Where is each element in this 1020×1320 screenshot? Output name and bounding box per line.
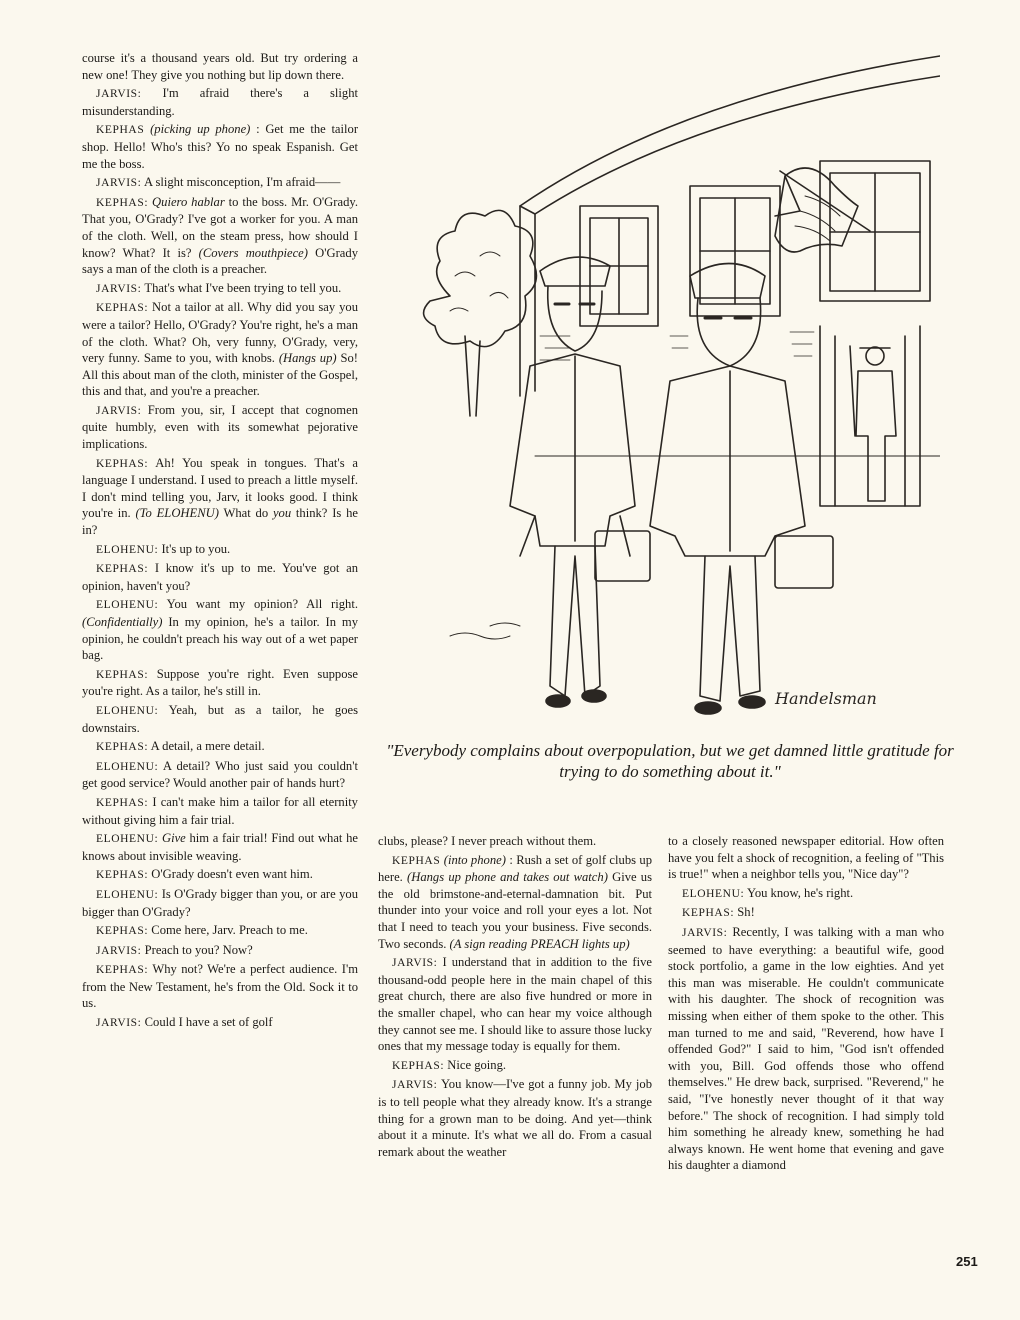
- dialogue-paragraph: [668, 885, 944, 903]
- dialogue-text: I know it's up to me. You've got an opinion, haven't you?: [82, 561, 358, 593]
- dialogue-text: That's what I've been trying to tell you.: [144, 280, 342, 295]
- cartoon-illustration: [380, 36, 940, 736]
- speaker-name: KEPHAS:: [96, 869, 149, 882]
- dialogue-text: A detail? Who just said you couldn't get good service? Would another pair of hands hurt?: [82, 758, 358, 791]
- dialogue-paragraph: [82, 666, 358, 700]
- dialogue-text: Come here, Jarv. Preach to me.: [151, 923, 308, 938]
- dialogue-text: Ah! You speak in tongues. That's a language I understand. I used to preach a little myself. I don't mind telling you, Jarv, it looks good. I think you're in.: [82, 455, 358, 521]
- stage-direction: (Hangs up phone and takes out watch): [407, 870, 608, 885]
- dialogue-text: I understand that in addition to the five thousand-odd people here in the main chapel of this great church, there are also five hundred or more in the smaller chapel, who can hear my voice although they cannot see me. I should like to assure those lucky ones that my message today is equally for them.: [378, 955, 652, 1054]
- dialogue-text: to a closely reasoned newspaper editorial. How often have you felt a shock of recognition, a feeling of "This is true!" when a neighbor tells you, "Nice day"?: [668, 834, 944, 882]
- dialogue-paragraph: [82, 50, 358, 83]
- dialogue-text: Give us the old brimstone-and-eternal-damnation bit. Put thunder into your voice and roll your eyes a lot. Not that I need to teach you your business. Five seconds. Two seconds.: [378, 870, 652, 951]
- stage-direction: (A sign reading PREACH lights up): [449, 936, 630, 951]
- stage-direction: you: [272, 506, 292, 521]
- dialogue-text: Why not? We're a perfect audience. I'm from the New Testament, he's from the Old. Sock it to us.: [82, 962, 359, 1011]
- dialogue-paragraph: [82, 85, 358, 119]
- dialogue-paragraph: [82, 402, 358, 453]
- guard-drawing: [850, 346, 896, 501]
- speaker-name: JARVIS:: [682, 926, 728, 939]
- dialogue-text: clubs, please? I never preach without them.: [378, 834, 597, 848]
- speaker-name: ELOHENU:: [96, 543, 159, 556]
- speaker-name: KEPHAS:: [96, 741, 149, 754]
- speaker-name: KEPHAS:: [96, 925, 149, 938]
- speaker-name: JARVIS:: [96, 282, 142, 295]
- speaker-name: ELOHENU:: [682, 887, 745, 900]
- dialogue-paragraph: [82, 758, 358, 792]
- stage-direction: Quiero hablar: [152, 194, 225, 209]
- dialogue-paragraph: [82, 455, 358, 539]
- dialogue-paragraph: [378, 852, 652, 953]
- dialogue-paragraph: [378, 1057, 652, 1075]
- speaker-name: JARVIS:: [96, 404, 142, 417]
- speaker-name: JARVIS:: [96, 177, 142, 190]
- stage-direction: (into phone): [443, 852, 506, 867]
- stage-direction: Give: [162, 831, 186, 846]
- dialogue-text: I can't make him a tailor for all eternity without giving him a fair trial.: [82, 794, 358, 827]
- speaker-name: KEPHAS:: [96, 796, 149, 809]
- dialogue-paragraph: [82, 886, 358, 920]
- speaker-name: KEPHAS:: [96, 668, 149, 681]
- speaker-name: ELOHENU:: [96, 704, 159, 717]
- stage-direction: (Confidentially): [82, 615, 163, 629]
- speaker-name: KEPHAS:: [96, 196, 149, 209]
- speaker-name: KEPHAS:: [96, 302, 149, 315]
- speaker-name: ELOHENU:: [96, 760, 159, 773]
- stage-direction: (Covers mouthpiece): [198, 245, 308, 260]
- cartoonist-signature: Handelsman: [775, 689, 877, 708]
- dialogue-text: Nice going.: [447, 1057, 507, 1072]
- speaker-name: KEPHAS:: [96, 457, 149, 470]
- speaker-name: ELOHENU:: [96, 599, 159, 612]
- dialogue-text: You know, he's right.: [746, 885, 854, 900]
- dialogue-text: A detail, a mere detail.: [150, 739, 265, 754]
- dialogue-text: You know—I've got a funny job. My job is to tell people what they already know. It's a strange thing for a grown man to be doing. And yet—think about it a minute. It's what we all do. From a casual remark about the weather: [378, 1077, 652, 1159]
- text-column-left: [82, 50, 358, 1034]
- stage-direction: (To ELOHENU): [135, 506, 219, 521]
- speaker-name: ELOHENU:: [96, 888, 159, 901]
- text-column-right: [668, 833, 944, 1176]
- dialogue-paragraph: [82, 1014, 358, 1032]
- dialogue-paragraph: [378, 1076, 652, 1160]
- text-column-middle: [378, 833, 652, 1162]
- dialogue-text: It's up to you.: [161, 541, 231, 556]
- dialogue-text: : Get me the tailor shop. Hello! Who's this? Yo no speak Espanish. Get me the boss.: [82, 122, 359, 171]
- speaker-name: KEPHAS:: [96, 964, 149, 977]
- dialogue-paragraph: [82, 194, 358, 278]
- dialogue-text: Could I have a set of golf: [144, 1015, 273, 1030]
- dialogue-paragraph: [82, 702, 358, 736]
- dialogue-text: Sh!: [737, 905, 755, 920]
- dialogue-paragraph: [82, 738, 358, 756]
- dialogue-paragraph: [82, 299, 358, 400]
- dialogue-text: From you, sir, I accept that cognomen quite humbly, even with its somewhat pejorative implications.: [82, 402, 358, 452]
- dialogue-paragraph: [82, 280, 358, 298]
- dialogue-paragraph: [668, 924, 944, 1174]
- speaker-name: JARVIS:: [392, 957, 438, 970]
- officer-right-drawing: [650, 264, 833, 715]
- stage-direction: (Hangs up): [278, 351, 337, 366]
- dialogue-text: So! All this about man of the cloth, minister of the Gospel, this and that, and you're a preacher.: [82, 351, 358, 399]
- dialogue-text: Recently, I was talking with a man who seemed to have everything: a beautiful wife, good stock portfolio, a game in the low eighties. And yet this man was miserable. He couldn't communicate with his daughter. The shock of recognition was missing when either of them spoke to the other. This man turned to me and said, "Reverend, how have I offended God?" I said to him, "God isn't offended with you, Bill. God offends those who offend themselves." He drew back, surprised. "Reverend," he said, "I've honestly never thought of it that way before." The shock of recognition. I had simply told him something he already knew, something he had always known. He went home that evening and gave his daughter a diamond: [668, 924, 944, 1173]
- dialogue-text: O'Grady doesn't even want him.: [151, 867, 313, 882]
- dialogue-text: Not a tailor at all. Why did you say you were a tailor? Hello, O'Grady? You're right, he's a man of the cloth. What? Oh, very funny, O'Grady, very, very funny. Same to you, with knobs.: [82, 300, 358, 366]
- dialogue-paragraph: [668, 904, 944, 922]
- dialogue-paragraph: [378, 954, 652, 1055]
- stage-direction: (picking up phone): [150, 122, 251, 137]
- dialogue-paragraph: [82, 794, 358, 828]
- dialogue-text: Preach to you? Now?: [144, 942, 253, 957]
- speaker-name: KEPHAS: [96, 124, 145, 137]
- speaker-name: KEPHAS:: [392, 1059, 445, 1072]
- dialogue-paragraph: [82, 866, 358, 884]
- speaker-name: JARVIS:: [392, 1079, 438, 1092]
- speaker-name: ELOHENU:: [96, 833, 159, 846]
- dialogue-text: to the boss. Mr. O'Grady. That you, O'Grady? I've got a worker for you. A man of the cloth. Well, on the steam press, how should I know? What? It is?: [82, 194, 358, 260]
- dialogue-text: You want my opinion? All right.: [166, 597, 358, 612]
- dialogue-text: What do: [223, 506, 269, 521]
- speaker-name: KEPHAS:: [96, 563, 149, 576]
- dialogue-text: course it's a thousand years old. But try ordering a new one! They give you nothing but lip down there.: [82, 51, 358, 82]
- dialogue-text: Suppose you're right. Even suppose you're right. As a tailor, he's still in.: [82, 666, 359, 699]
- page-number: 251: [956, 1254, 978, 1269]
- speaker-name: KEPHAS: [392, 854, 441, 867]
- dialogue-text: O'Grady says a man of the cloth is a preacher.: [82, 245, 358, 277]
- dialogue-text: Is O'Grady bigger than you, or are you bigger than O'Grady?: [82, 886, 358, 919]
- flag-drawing: [775, 168, 870, 252]
- speaker-name: JARVIS:: [96, 944, 142, 957]
- dialogue-text: A slight misconception, I'm afraid——: [143, 175, 341, 190]
- speaker-name: JARVIS:: [96, 88, 142, 101]
- dialogue-paragraph: [82, 560, 358, 594]
- dialogue-paragraph: [82, 942, 358, 960]
- dialogue-paragraph: [82, 830, 358, 864]
- dialogue-paragraph: [668, 833, 944, 883]
- dialogue-text: In my opinion, he's a tailor. In my opinion, he couldn't preach his way out of a wet paper bag.: [82, 615, 358, 663]
- dialogue-text: him a fair trial! Find out what he knows about invisible weaving.: [82, 831, 359, 863]
- dialogue-paragraph: [82, 121, 358, 172]
- dialogue-text: Yeah, but as a tailor, he goes downstairs.: [82, 702, 358, 735]
- dialogue-paragraph: [82, 174, 358, 192]
- dialogue-text: think? Is he in?: [82, 506, 358, 538]
- dialogue-text: I'm afraid there's a slight misunderstanding.: [82, 86, 358, 118]
- speaker-name: KEPHAS:: [682, 907, 735, 920]
- dialogue-paragraph: [82, 596, 358, 663]
- dialogue-text: : Rush a set of golf clubs up here.: [378, 852, 653, 885]
- cartoon-caption: "Everybody complains about overpopulation, but we get damned little gratitude for trying to do something about it.": [386, 741, 954, 781]
- dialogue-paragraph: [82, 922, 358, 940]
- dialogue-paragraph: [82, 961, 358, 1012]
- dialogue-paragraph: [82, 541, 358, 559]
- dialogue-paragraph: [378, 833, 652, 850]
- speaker-name: JARVIS:: [96, 1017, 142, 1030]
